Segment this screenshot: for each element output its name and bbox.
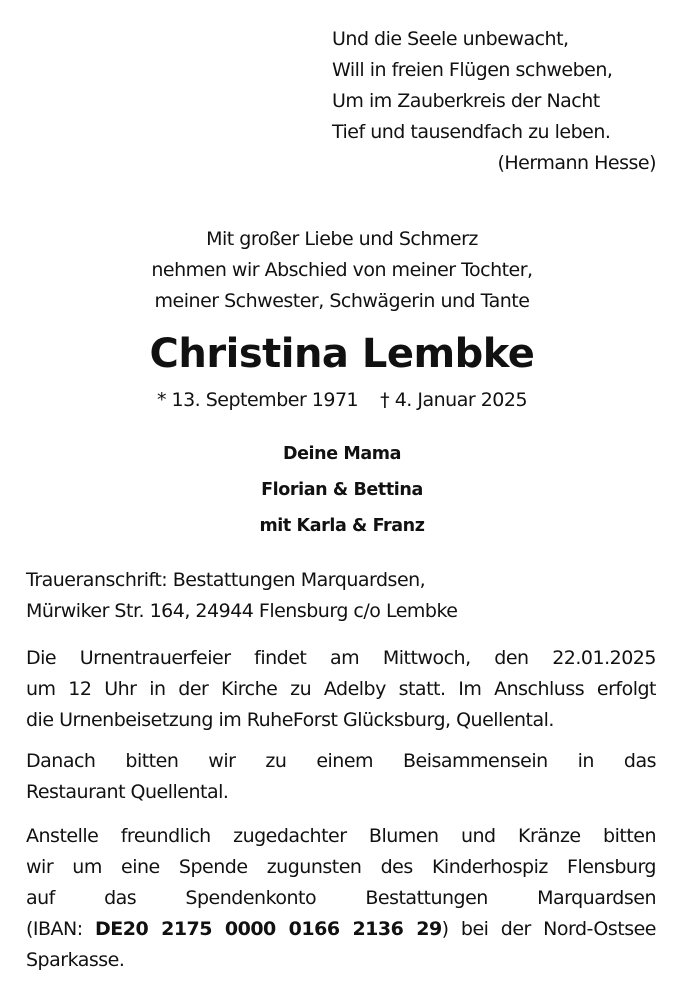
gathering-info bbox=[26, 746, 656, 808]
mourning-address bbox=[26, 565, 656, 627]
poem-line: Tief und tausendfach zu leben. bbox=[332, 121, 611, 143]
ceremony-line: um 12 Uhr in der Kirche zu Adelby statt. Im Anschluss erfolgt bbox=[26, 678, 656, 700]
donation-line: Sparkasse. bbox=[26, 949, 125, 971]
donation-info bbox=[26, 821, 656, 976]
ceremony-info bbox=[26, 643, 656, 736]
deceased-name: Christina Lembke bbox=[149, 331, 535, 377]
donation-iban-line bbox=[26, 914, 656, 945]
life-dates bbox=[0, 385, 684, 416]
poem-author: (Hermann Hesse) bbox=[497, 152, 656, 174]
donation-line: wir um eine Spende zugunsten des Kinderhospiz Flensburg bbox=[26, 856, 656, 878]
address-line: Traueranschrift: Bestattungen Marquardsen, bbox=[26, 569, 426, 591]
intro-line: meiner Schwester, Schwägerin und Tante bbox=[154, 290, 530, 312]
donation-line: auf das Spendenkonto Bestattungen Marquardsen bbox=[26, 887, 656, 909]
gathering-line: Restaurant Quellental. bbox=[26, 781, 229, 803]
ceremony-line: die Urnenbeisetzung im RuheForst Glücksburg, Quellental. bbox=[26, 709, 554, 731]
poem-line: Und die Seele unbewacht, bbox=[332, 28, 569, 50]
intro-text bbox=[0, 224, 684, 317]
birth-date: * 13. September 1971 bbox=[156, 389, 359, 411]
gathering-line: Danach bitten wir zu einem Beisammensein in das bbox=[26, 750, 656, 772]
poem bbox=[332, 24, 662, 179]
family-line: mit Karla & Franz bbox=[259, 516, 425, 536]
intro-line: Mit großer Liebe und Schmerz bbox=[206, 228, 478, 250]
family-signatures bbox=[0, 436, 684, 544]
poem-line: Um im Zauberkreis der Nacht bbox=[332, 90, 600, 112]
ceremony-line: Die Urnentrauerfeier findet am Mittwoch, den 22.01.2025 bbox=[26, 647, 656, 669]
family-line: Florian & Bettina bbox=[261, 480, 423, 500]
intro-line: nehmen wir Abschied von meiner Tochter, bbox=[151, 259, 533, 281]
iban-number: DE20 2175 0000 0166 2136 29 bbox=[95, 918, 442, 940]
donation-line: Anstelle freundlich zugedachter Blumen und Kränze bitten bbox=[26, 825, 656, 847]
iban-suffix: ) bei der Nord-Ostsee bbox=[441, 918, 656, 940]
death-date: † 4. Januar 2025 bbox=[380, 389, 528, 411]
iban-prefix: (IBAN: bbox=[26, 918, 95, 940]
poem-line: Will in freien Flügen schweben, bbox=[332, 59, 613, 81]
address-line: Mürwiker Str. 164, 24944 Flensburg c/o Lembke bbox=[26, 600, 458, 622]
family-line: Deine Mama bbox=[282, 444, 402, 464]
